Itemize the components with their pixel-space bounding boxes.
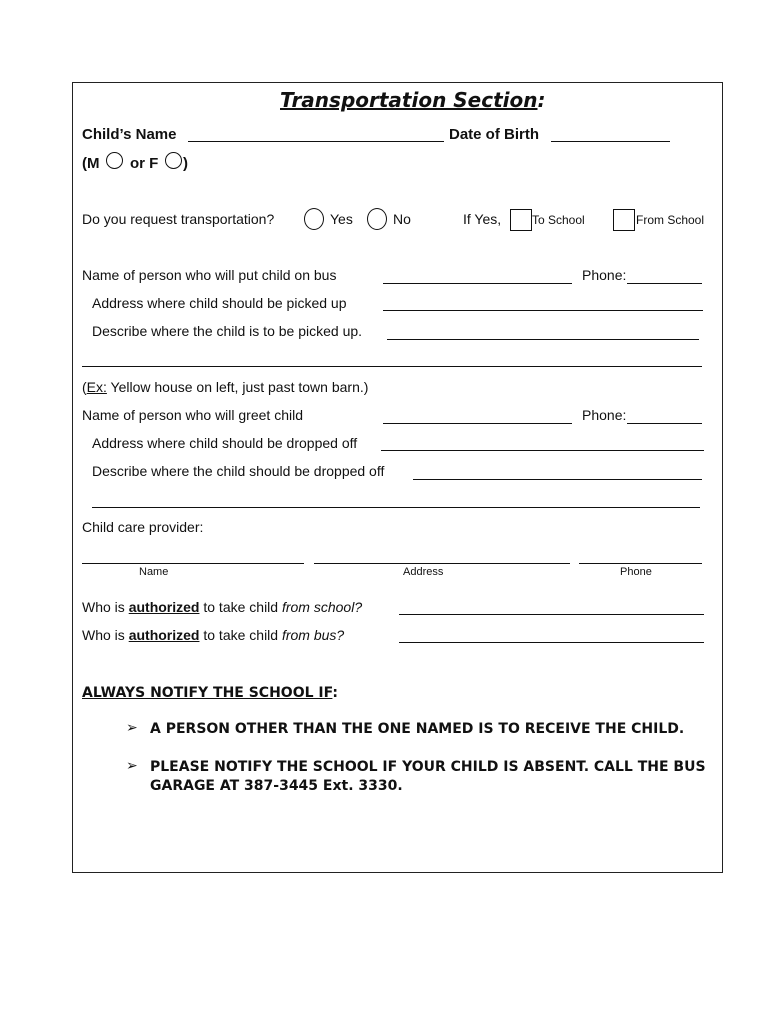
col-name-label: Name [139, 566, 169, 578]
arrowhead-bullet-icon: ➢ [126, 720, 138, 736]
auth-bus-field[interactable] [399, 642, 704, 643]
col-address-label: Address [403, 566, 444, 578]
notify-heading: ALWAYS NOTIFY THE SCHOOL IF: [82, 685, 339, 701]
child-care-address-field[interactable] [314, 563, 570, 564]
auth-bus-label: Who is authorized to take child from bus? [82, 627, 345, 643]
request-question: Do you request transportation? [82, 211, 275, 227]
pickup-phone-label: Phone: [582, 267, 627, 283]
greet-phone-label: Phone: [582, 407, 627, 423]
if-yes-label: If Yes, [463, 211, 502, 227]
male-radio-icon[interactable] [106, 152, 123, 169]
sex-m-label: (M [82, 155, 100, 172]
pickup-person-label: Name of person who will put child on bus [82, 267, 337, 283]
child-name-field[interactable] [188, 141, 444, 142]
female-radio-icon[interactable] [165, 152, 182, 169]
greet-person-field[interactable] [383, 423, 572, 424]
dropoff-address-field[interactable] [381, 450, 704, 451]
notify-bullet-2: PLEASE NOTIFY THE SCHOOL IF YOUR CHILD IS ABSENT. CALL THE BUS GARAGE AT 387-3445 Ext. 3330. [150, 759, 706, 794]
dropoff-describe-field-2[interactable] [92, 507, 700, 508]
to-school-checkbox-icon[interactable] [510, 209, 532, 231]
pickup-person-field[interactable] [383, 283, 572, 284]
from-school-checkbox-icon[interactable] [613, 209, 635, 231]
from-school-label: From School [636, 213, 705, 227]
child-care-phone-field[interactable] [579, 563, 702, 564]
auth-school-label: Who is authorized to take child from school? [82, 599, 363, 615]
pickup-address-field[interactable] [383, 310, 703, 311]
col-phone-label: Phone [620, 566, 652, 578]
arrowhead-bullet-icon: ➢ [126, 758, 138, 774]
yes-label: Yes [330, 211, 353, 227]
example-note: (Ex: Yellow house on left, just past town barn.) [82, 379, 369, 395]
dropoff-address-label: Address where child should be dropped off [92, 435, 358, 451]
greet-person-label: Name of person who will greet child [82, 407, 303, 423]
auth-school-field[interactable] [399, 614, 704, 615]
pickup-describe-field-2[interactable] [82, 366, 702, 367]
notify-bullet-1: A PERSON OTHER THAN THE ONE NAMED IS TO RECEIVE THE CHILD. [150, 721, 685, 737]
dob-label: Date of Birth [449, 126, 539, 143]
to-school-label: To School [532, 213, 585, 227]
dropoff-describe-label: Describe where the child should be dropped off [92, 463, 385, 479]
no-radio-icon[interactable] [367, 208, 387, 230]
dropoff-describe-field[interactable] [413, 479, 702, 480]
sex-f-label: or F [130, 155, 159, 172]
child-care-name-field[interactable] [82, 563, 304, 564]
child-name-label: Child’s Name [82, 126, 177, 143]
page-title: Transportation Section: [280, 88, 546, 112]
pickup-describe-field[interactable] [387, 339, 699, 340]
pickup-phone-field[interactable] [627, 283, 702, 284]
greet-phone-field[interactable] [627, 423, 702, 424]
dob-field[interactable] [551, 141, 670, 142]
sex-close: ) [183, 155, 188, 172]
pickup-address-label: Address where child should be picked up [92, 295, 347, 311]
no-label: No [393, 211, 411, 227]
pickup-describe-label: Describe where the child is to be picked up. [92, 323, 363, 339]
yes-radio-icon[interactable] [304, 208, 324, 230]
child-care-label: Child care provider: [82, 519, 204, 535]
